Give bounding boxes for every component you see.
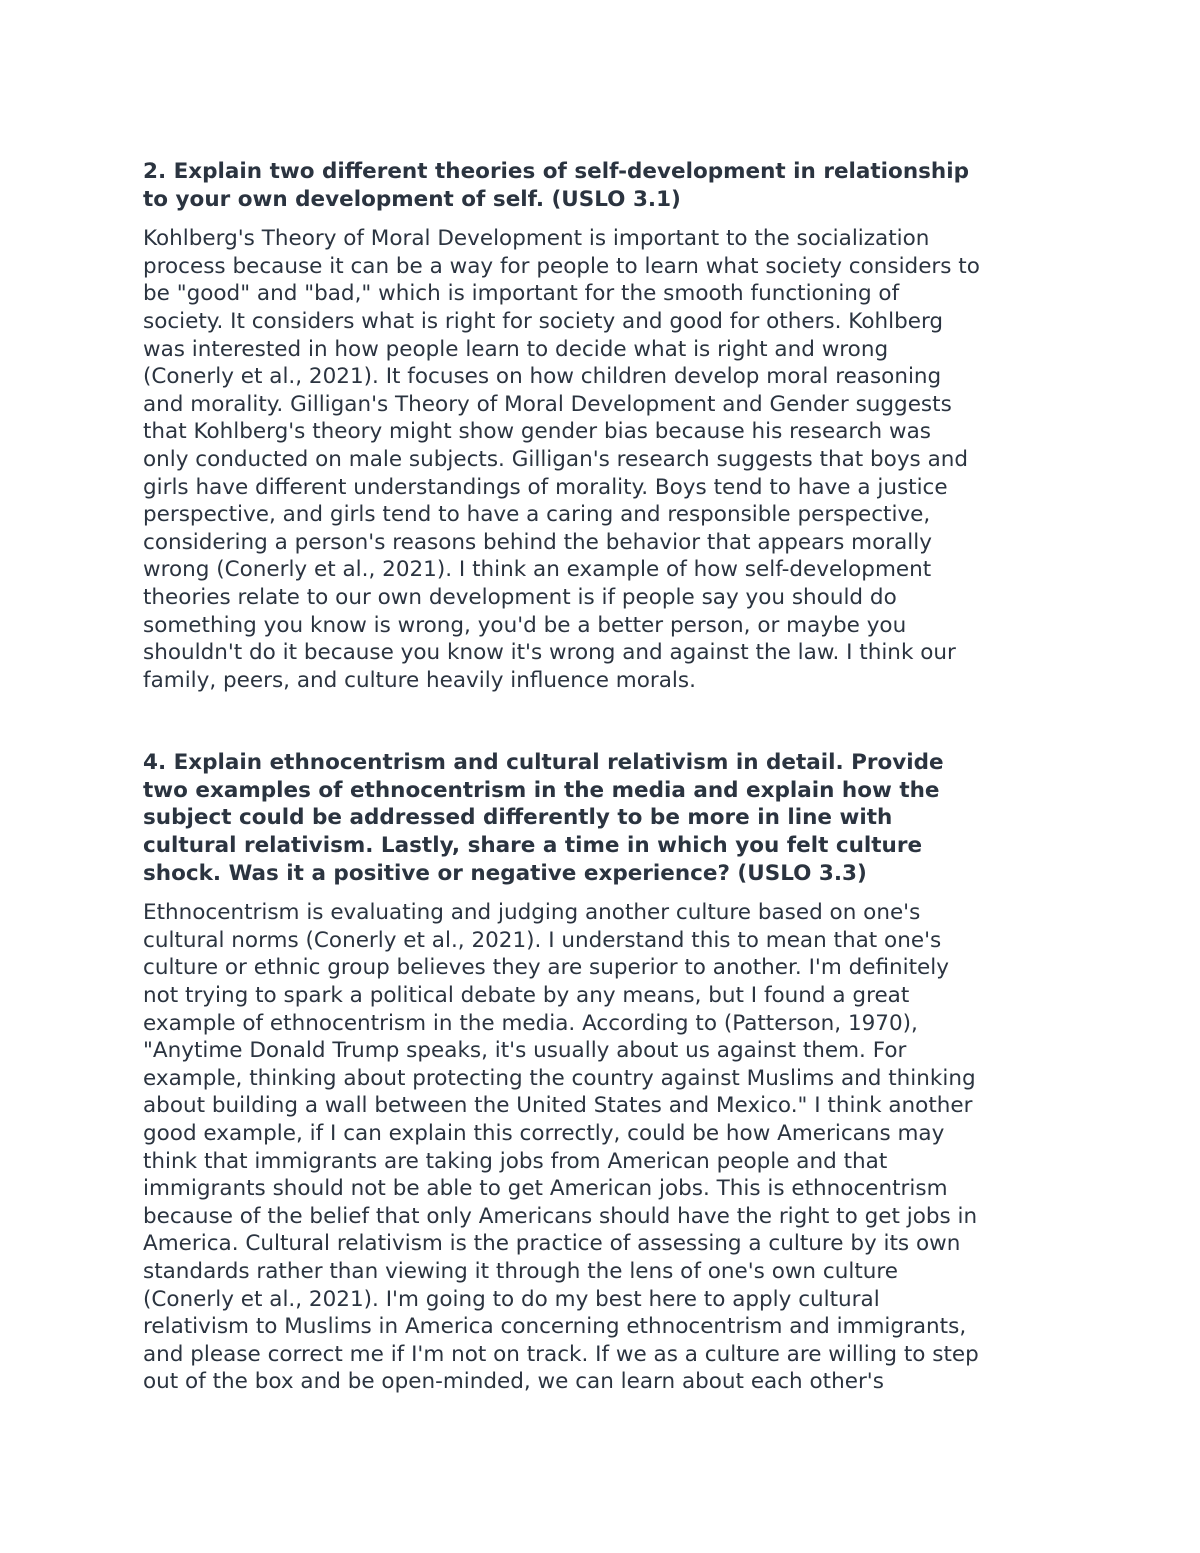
question-heading: 4. Explain ethnocentrism and cultural relativism in detail. Provide two examples of ethnocentrism in the media and explain how the subject could be addressed differently to be more in line with cultural relativism. Lastly, share a time in which you felt culture shock. Was it a positive or negative experience? (USLO 3.3) (143, 750, 944, 886)
question-heading: 2. Explain two different theories of self-development in relationship to your own development of self. (USLO 3.1) (143, 159, 969, 212)
question-section-2 (143, 158, 1073, 694)
answer-paragraph: Ethnocentrism is evaluating and judging another culture based on one's cultural norms (Conerly et al., 2021). I understand this to mean that one's culture or ethnic group believes they are superior to another. I'm definitely not trying to spark a political debate by any means, but I found a great example of ethnocentrism in the media. According to (Patterson, 1970), "Anytime Donald Trump speaks, it's usually about us against them. For example, thinking about protecting the country against Muslims and thinking about building a wall between the United States and Mexico." I think another good example, if I can explain this correctly, could be how Americans may think that immigrants are taking jobs from American people and that immigrants should not be able to get American jobs. This is ethnocentrism because of the belief that only Americans should have the right to get jobs in America. Cultural relativism is the practice of assessing a culture by its own standards rather than viewing it through the lens of one's own culture (Conerly et al., 2021). I'm going to do my best here to apply cultural relativism to Muslims in America concerning ethnocentrism and immigrants, and please correct me if I'm not on track. If we as a culture are willing to step out of the box and be open-minded, we can learn about each other's (143, 900, 979, 1395)
answer-paragraph: Kohlberg's Theory of Moral Development is important to the socialization process because it can be a way for people to learn what society considers to be "good" and "bad," which is important for the smooth functioning of society. It considers what is right for society and good for others. Kohlberg was interested in how people learn to decide what is right and wrong (Conerly et al., 2021). It focuses on how children develop moral reasoning and morality. Gilligan's Theory of Moral Development and Gender suggests that Kohlberg's theory might show gender bias because his research was only conducted on male subjects. Gilligan's research suggests that boys and girls have different understandings of morality. Boys tend to have a justice perspective, and girls tend to have a caring and responsible perspective, considering a person's reasons behind the behavior that appears morally wrong (Conerly et al., 2021). I think an example of how self-development theories relate to our own development is if people say you should do something you know is wrong, you'd be a better person, or maybe you shouldn't do it because you know it's wrong and against the law. I think our family, peers, and culture heavily influence morals. (143, 226, 980, 693)
question-section-4 (143, 749, 1073, 1396)
document-body (143, 158, 1073, 1396)
